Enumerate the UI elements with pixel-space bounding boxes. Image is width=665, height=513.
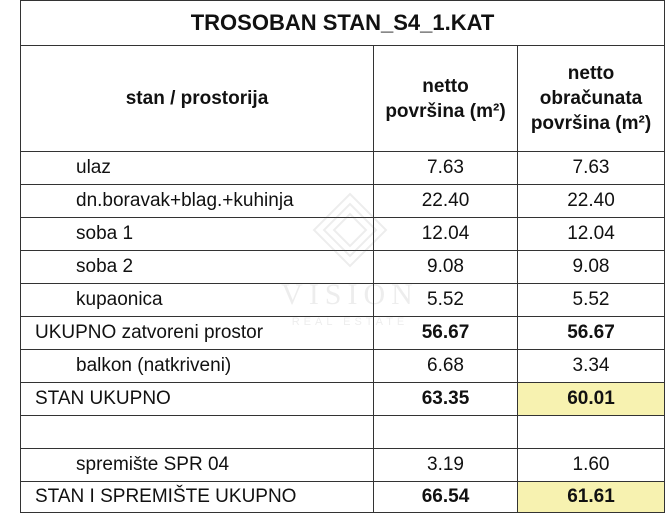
title-row [21,1,665,46]
netto-value: 6.68 [374,350,518,383]
calculated-value: 1.60 [518,449,665,482]
room-name: soba 2 [21,251,374,284]
grand-total-label: STAN I SPREMIŠTE UKUPNO [21,482,374,513]
netto-value: 66.54 [374,482,518,513]
watermark-word: VISION [281,278,419,311]
room-name: kupaonica [21,284,374,317]
header-calculated-area [518,46,665,152]
header-netto-line1: netto [422,75,469,97]
calculated-value: 7.63 [518,152,665,185]
calculated-value: 9.08 [518,251,665,284]
netto-value: 56.67 [374,317,518,350]
header-room: stan / prostorija [21,46,374,152]
calculated-value: 3.34 [518,350,665,383]
calculated-value-highlight: 60.01 [518,383,665,416]
subtotal-row [21,317,665,350]
area-sheet [20,0,664,513]
table-row [21,185,665,218]
watermark-sub: REAL ESTATE [291,316,409,328]
subtotal-label: UKUPNO zatvoreni prostor [21,317,374,350]
room-name: spremište SPR 04 [21,449,374,482]
netto-value: 63.35 [374,383,518,416]
table-row [21,152,665,185]
header-calc-line2: obračunata [539,88,643,109]
header-netto-line2: površina (m²) [385,100,506,122]
total-label: STAN UKUPNO [21,383,374,416]
header-netto-area [374,46,518,152]
empty-row [21,416,665,449]
header-row [21,46,665,152]
empty-cell [21,416,374,449]
table-row [21,218,665,251]
room-name: dn.boravak+blag.+kuhinja [21,185,374,218]
netto-value: 7.63 [374,152,518,185]
table-row [21,449,665,482]
netto-value: 12.04 [374,218,518,251]
calculated-value: 22.40 [518,185,665,218]
area-table [20,0,665,513]
table-row [21,284,665,317]
table-row [21,251,665,284]
empty-cell [374,416,518,449]
calculated-value: 5.52 [518,284,665,317]
netto-value: 5.52 [374,284,518,317]
header-calc-line1: netto [567,63,615,84]
netto-value: 9.08 [374,251,518,284]
table-row [21,350,665,383]
netto-value: 22.40 [374,185,518,218]
calculated-value-highlight: 61.61 [518,482,665,513]
netto-value: 3.19 [374,449,518,482]
table-title: TROSOBAN STAN_S4_1.KAT [21,1,665,46]
calculated-value: 12.04 [518,218,665,251]
header-calc-line3: površina (m²) [530,113,652,134]
empty-cell [518,416,665,449]
room-name: soba 1 [21,218,374,251]
room-name: ulaz [21,152,374,185]
total-row [21,383,665,416]
room-name: balkon (natkriveni) [21,350,374,383]
grand-total-row [21,482,665,513]
calculated-value: 56.67 [518,317,665,350]
